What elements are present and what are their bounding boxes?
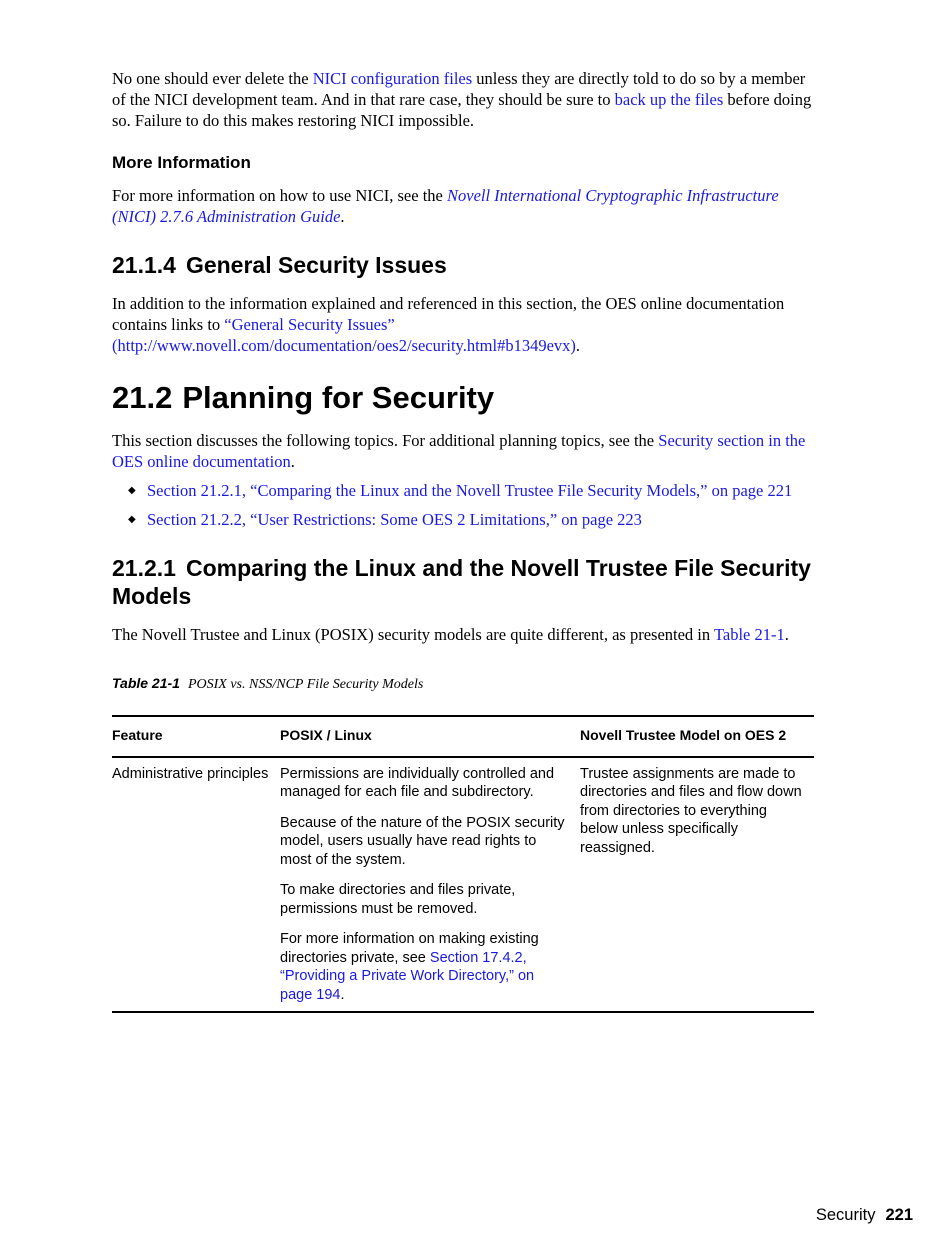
page-content: [112, 68, 817, 1013]
more-info-text-1: For more information on how to use NICI, see the: [112, 186, 447, 205]
posix-text-end: .: [340, 986, 345, 1003]
comparing-text-2: .: [784, 625, 789, 644]
diamond-bullet-icon: ◆: [128, 514, 136, 525]
feature-cell: Administrative principles: [112, 757, 280, 1013]
column-header-feature: Feature: [112, 716, 280, 757]
list-item: [112, 480, 817, 501]
page-number: 221: [885, 1206, 913, 1224]
intro-text-3: before doing so. Failure to do this makes restoring NICI impossible.: [112, 90, 812, 130]
list-item: [112, 509, 817, 530]
nici-config-files-link[interactable]: NICI configuration files: [312, 69, 473, 88]
comparing-heading: [112, 554, 817, 610]
section-21-2-2-link[interactable]: Section 21.2.2, “User Restrictions: Some OES 2 Limitations,” on page 223: [147, 510, 642, 529]
section-number: 21.2.1: [112, 555, 176, 581]
table-label: Table 21-1: [112, 675, 180, 691]
nici-admin-guide-link[interactable]: Novell International Cryptographic Infrastructure (NICI) 2.7.6 Administration Guide: [112, 186, 779, 226]
table-row: [112, 757, 814, 1013]
section-number: 21.2: [112, 380, 173, 415]
section-21-2-1-link[interactable]: Section 21.2.1, “Comparing the Linux and the Novell Trustee File Security Models,” on page 221: [147, 481, 793, 500]
section-17-4-2-link[interactable]: Section 17.4.2, “Providing a Private Work Directory,” on page 194: [280, 949, 535, 1003]
posix-paragraph: Because of the nature of the POSIX security model, users usually have read rights to most of the system.: [280, 814, 565, 868]
more-information-heading: More Information: [112, 153, 251, 172]
comparing-paragraph: [112, 624, 817, 645]
footer-section: Security: [815, 1206, 876, 1224]
security-models-table: [112, 715, 814, 1013]
section-number: 21.1.4: [112, 252, 176, 278]
comparing-text-1: The Novell Trustee and Linux (POSIX) security models are quite different, as presented in: [112, 625, 714, 644]
planning-heading: [112, 380, 817, 416]
intro-text-1: No one should ever delete the: [112, 69, 313, 88]
planning-text-1: This section discusses the following topics. For additional planning topics, see the: [112, 431, 659, 450]
intro-paragraph: [112, 68, 817, 131]
intro-text-2: unless they are directly told to do so by a member of the NICI development team. And in that rare case, they should be sure to: [112, 69, 806, 109]
security-section-link[interactable]: Security section in the OES online documentation: [112, 431, 806, 471]
page-footer: [816, 1206, 913, 1225]
planning-text-2: .: [290, 452, 295, 471]
diamond-bullet-icon: ◆: [128, 485, 136, 496]
posix-text: For more information on making existing directories private, see: [280, 931, 539, 966]
planning-paragraph: [112, 430, 817, 472]
general-security-text-2: .: [575, 336, 581, 355]
back-up-files-link[interactable]: back up the files: [614, 90, 724, 109]
table-caption: [112, 675, 817, 693]
posix-paragraph: [280, 930, 570, 1004]
section-title: Planning for Security: [182, 380, 495, 415]
posix-paragraph: To make directories and files private, permissions must be removed.: [280, 882, 516, 917]
general-security-paragraph: [112, 293, 817, 356]
more-info-text-2: .: [340, 207, 345, 226]
column-header-novell: Novell Trustee Model on OES 2: [580, 716, 814, 757]
section-title: General Security Issues: [185, 252, 447, 278]
table-21-1-link[interactable]: Table 21-1: [713, 625, 785, 644]
general-security-text-1: In addition to the information explained and referenced in this section, the OES online documentation contains links to: [112, 294, 785, 334]
column-header-posix: POSIX / Linux: [280, 716, 580, 757]
table-header-row: [112, 716, 814, 757]
general-security-issues-link[interactable]: “General Security Issues” (http://www.novell.com/documentation/oes2/security.html#b1349evx): [112, 315, 576, 355]
novell-cell: Trustee assignments are made to directories and files and flow down from directories to everything below unless specifically reassigned.: [580, 757, 814, 1013]
topic-list: [112, 480, 817, 530]
section-title: Comparing the Linux and the Novell Trustee File Security Models: [112, 555, 811, 609]
posix-paragraph: Permissions are individually controlled and managed for each file and subdirectory.: [280, 765, 555, 800]
more-information-paragraph: [112, 185, 817, 227]
table-title: POSIX vs. NSS/NCP File Security Models: [187, 677, 424, 692]
posix-cell: [280, 757, 580, 1013]
general-security-heading: [112, 251, 817, 279]
